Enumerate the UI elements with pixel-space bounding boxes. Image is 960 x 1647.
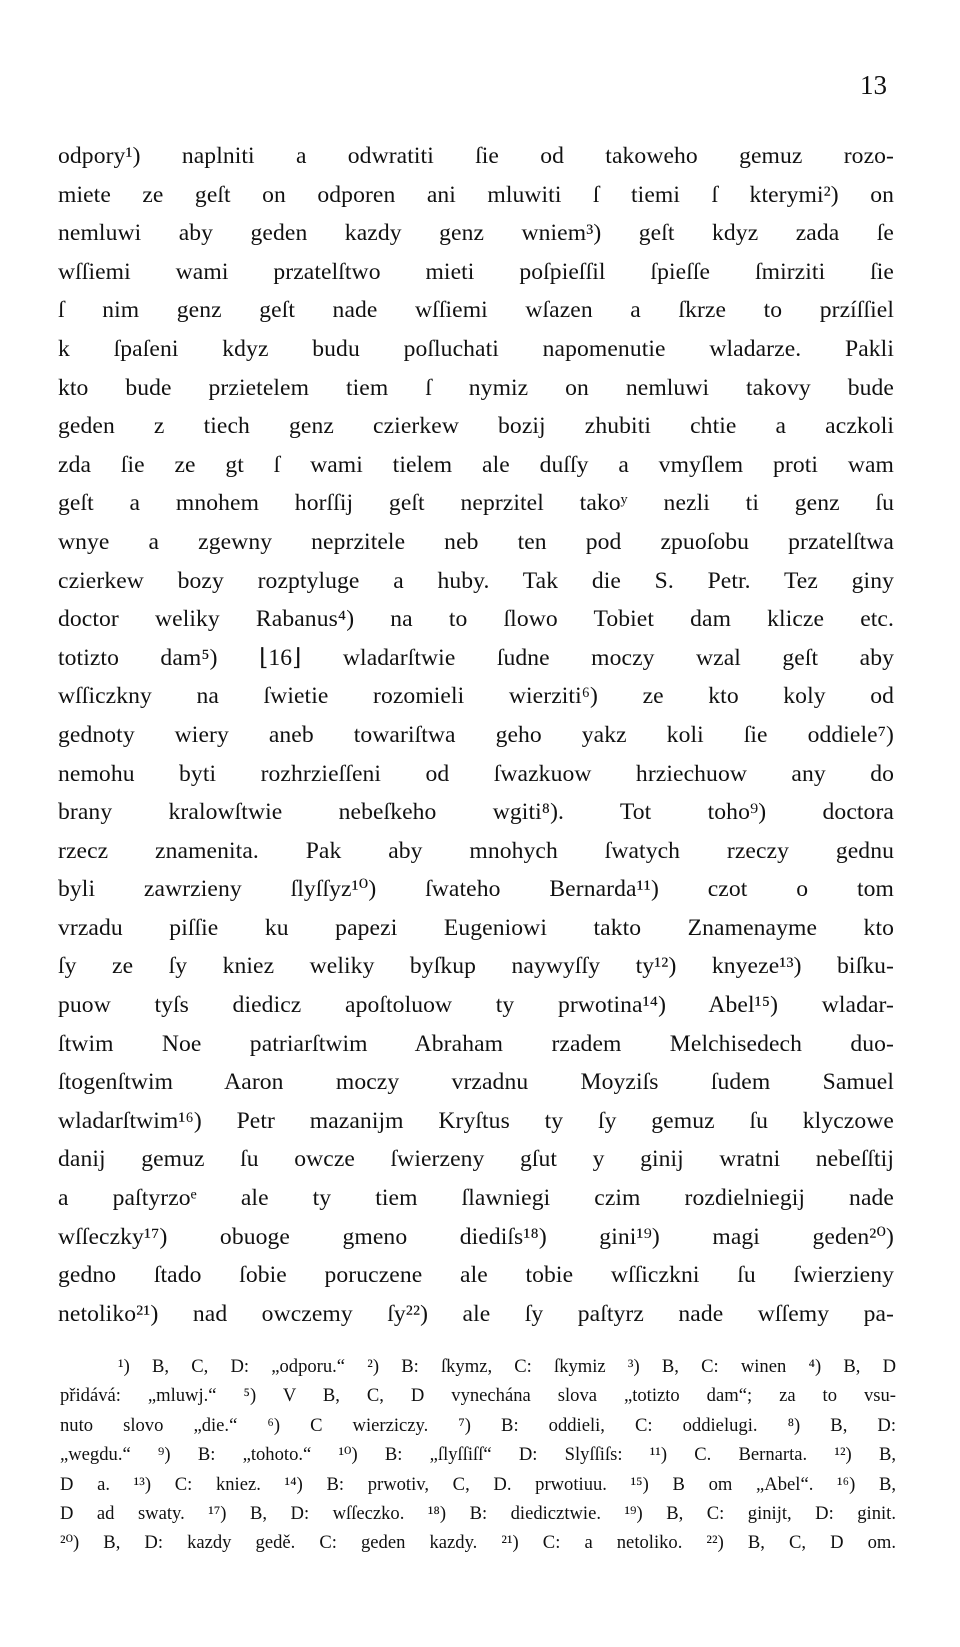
- text-line: netoliko²¹) nad owczemy ſy²²) ale ſy paſtyrz nade wſſemy pa-: [58, 1300, 894, 1327]
- text-line: wſſiczkny na ſwietie rozomieli wierziti⁶) ze kto koly od: [58, 683, 894, 710]
- text-line: czierkew bozy rozptyluge a huby. Tak die S. Petr. Tez giny: [58, 567, 894, 594]
- footnote-line: ²⁰) B, D: kazdy gedě. C: geden kazdy. ²¹) C: a netoliko. ²²) B, C, D om.: [60, 1532, 896, 1554]
- text-line: k ſpaſeni kdyz budu poſluchati napomenutie wladarze. Pakli: [58, 335, 894, 362]
- text-line: wnye a zgewny neprzitele neb ten pod zpuoſobu przatelſtwa: [58, 528, 894, 555]
- text-line: kto bude przietelem tiem ſ nymiz on nemluwi takovy bude: [58, 374, 894, 401]
- footnote-line: ¹) B, C, D: „odporu.“ ²) B: ſkymz, C: ſkymiz ³) B, C: winen ⁴) B, D: [118, 1356, 896, 1377]
- text-line: a paſtyrzoᵉ ale ty tiem ſlawniegi czim rozdielniegij nade: [58, 1185, 894, 1212]
- text-line: gedno ſtado ſobie poruczene ale tobie wſſiczkni ſu ſwierzieny: [58, 1262, 894, 1289]
- text-line: zda ſie ze gt ſ wami tielem ale duſſy a vmyſlem proti wam: [58, 451, 894, 478]
- footnote-line: D ad swaty. ¹⁷) B, D: wſſeczko. ¹⁸) B: diedicztwie. ¹⁹) B, C: ginijt, D: ginit.: [60, 1503, 896, 1525]
- text-line: geſt a mnohem horſſij geſt neprzitel takoʸ nezli ti genz ſu: [58, 490, 894, 517]
- footnote-line: nuto slovo „die.“ ⁶) C wierziczy. ⁷) B: oddieli, C: oddielugi. ⁸) B, D:: [60, 1414, 896, 1436]
- text-line: nemluwi aby geden kazdy genz wniem³) geſt kdyz zada ſe: [58, 220, 894, 247]
- text-line: puow tyſs diedicz apoſtoluow ty prwotina¹⁴) Abel¹⁵) wladar-: [58, 992, 894, 1019]
- text-line: ſtogenſtwim Aaron moczy vrzadnu Moyziſs ſudem Samuel: [58, 1069, 894, 1096]
- text-line: geden z tiech genz czierkew bozij zhubiti chtie a aczkoli: [58, 413, 894, 440]
- body-text: [58, 137, 894, 1333]
- text-line: danij gemuz ſu owcze ſwierzeny gſut y ginij wratni nebeſſtij: [58, 1146, 894, 1173]
- text-line: ſy ze ſy kniez weliky byſkup naywyſſy ty¹²) knyeze¹³) biſku-: [58, 953, 894, 980]
- text-line: odpory¹) naplniti a odwratiti ſie od takoweho gemuz rozo-: [58, 143, 894, 169]
- page-number: 13: [860, 70, 887, 100]
- text-line: brany kralowſtwie nebeſkeho wgiti⁸). Tot toho⁹) doctora: [58, 799, 894, 826]
- text-line: byli zawrzieny ſlyſſyz¹⁰) ſwateho Bernarda¹¹) czot o tom: [58, 876, 894, 903]
- text-line: wladarſtwim¹⁶) Petr mazanijm Kryſtus ty ſy gemuz ſu klyczowe: [58, 1107, 894, 1134]
- footnotes: [60, 1352, 896, 1558]
- text-line: vrzadu piſſie ku papezi Eugeniowi takto Znamenayme kto: [58, 914, 894, 941]
- footnote-line: přidává: „mluwj.“ ⁵) V B, C, D vynechána slova „totizto dam“; za to vsu-: [60, 1385, 896, 1407]
- text-line: ſ nim genz geſt nade wſſiemi wſazen a ſkrze to przíſſiel: [58, 297, 894, 324]
- text-line: rzecz znamenita. Pak aby mnohych ſwatych rzeczy gednu: [58, 837, 894, 864]
- footnote-line: D a. ¹³) C: kniez. ¹⁴) B: prwotiv, C, D. prwotiuu. ¹⁵) B om „Abel“. ¹⁶) B,: [60, 1473, 896, 1495]
- text-line: totizto dam⁵) ⌊16⌋ wladarſtwie ſudne moczy wzal geſt aby: [58, 644, 894, 671]
- text-line: gednoty wiery aneb towariſtwa geho yakz koli ſie oddiele⁷): [58, 721, 894, 748]
- text-line: ſtwim Noe patriarſtwim Abraham rzadem Melchisedech duo-: [58, 1030, 894, 1057]
- footnote-line: „wegdu.“ ⁹) B: „tohoto.“ ¹⁰) B: „ſlyſſiſſ“ D: Slyſſiſs: ¹¹) C. Bernarta. ¹²) B,: [60, 1444, 896, 1466]
- text-line: doctor weliky Rabanus⁴) na to ſlowo Tobiet dam klicze etc.: [58, 606, 894, 633]
- text-line: wſſeczky¹⁷) obuoge gmeno diediſs¹⁸) gini¹⁹) magi geden²⁰): [58, 1223, 894, 1250]
- text-line: miete ze geſt on odporen ani mluwiti ſ tiemi ſ kterymi²) on: [58, 181, 894, 208]
- text-line: wſſiemi wami przatelſtwo mieti poſpieſſil ſpieſſe ſmirziti ſie: [58, 258, 894, 285]
- text-line: nemohu byti rozhrzieſſeni od ſwazkuow hrziechuow any do: [58, 760, 894, 787]
